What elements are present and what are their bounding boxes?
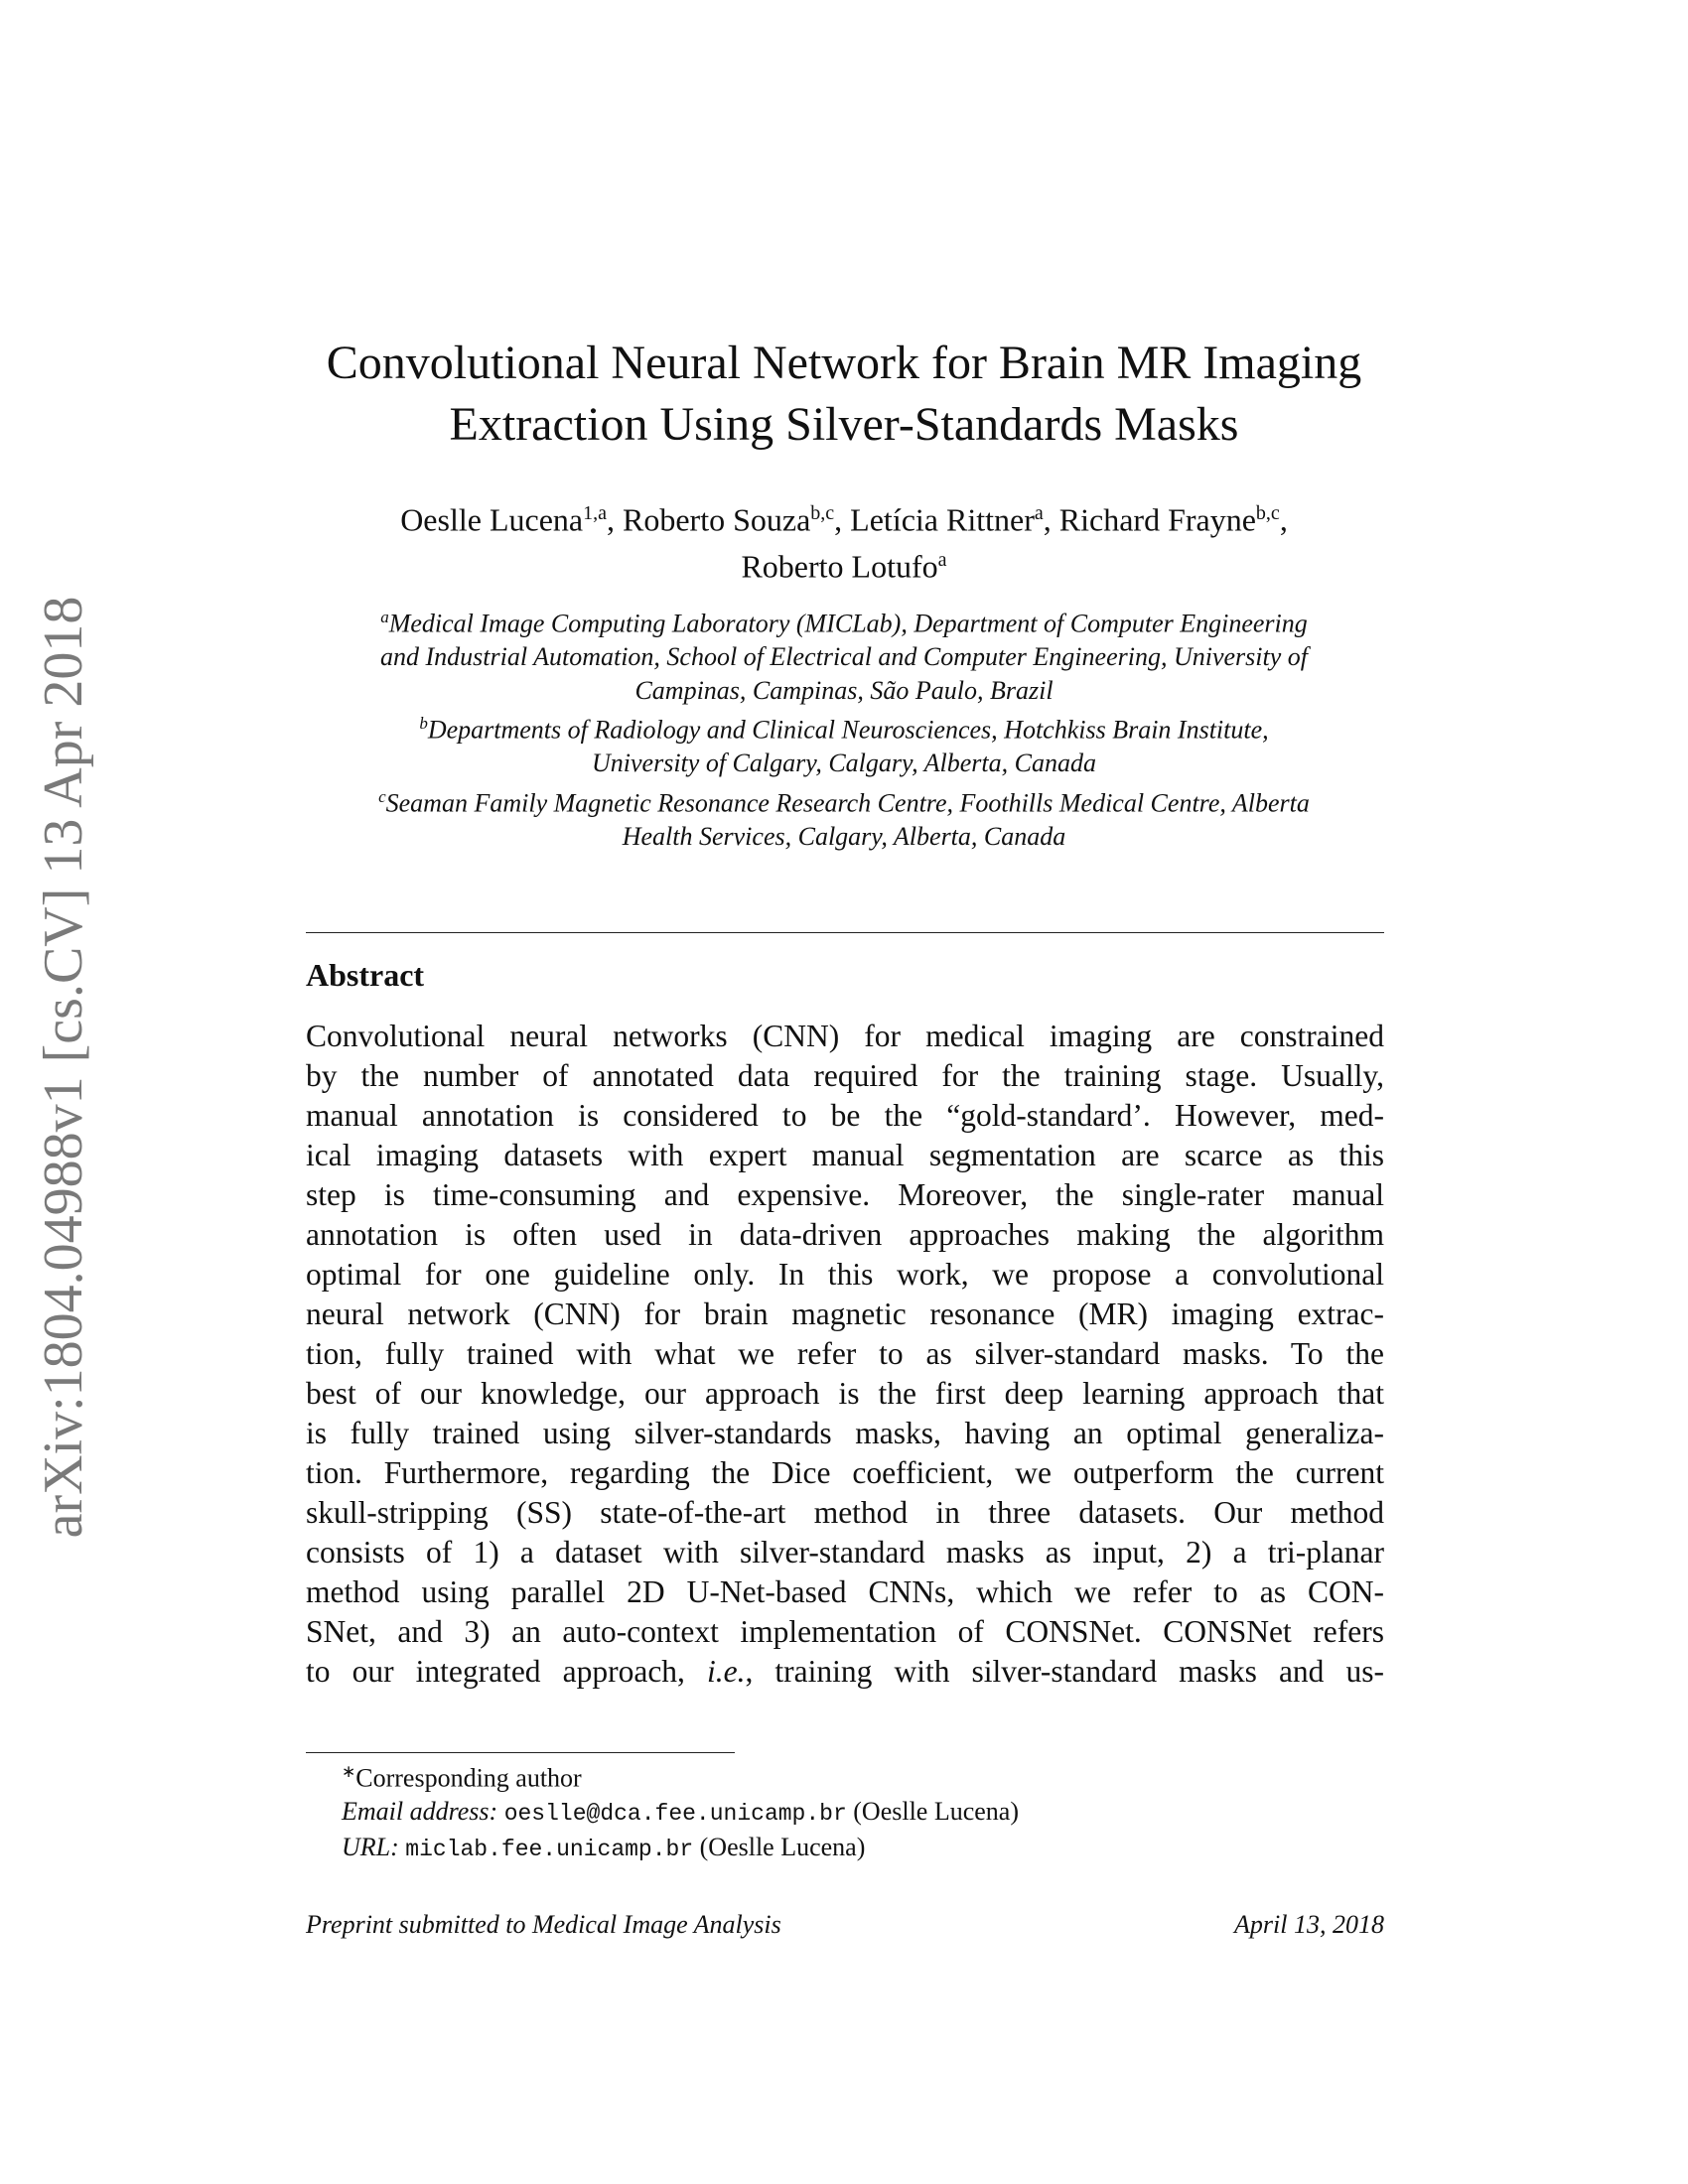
abstract-line: skull-stripping (SS) state-of-the-art method in three datasets. Our method bbox=[306, 1495, 1384, 1530]
url-label: URL: bbox=[342, 1832, 399, 1861]
url-owner: (Oeslle Lucena) bbox=[699, 1832, 866, 1861]
section-divider bbox=[306, 932, 1384, 933]
author-list bbox=[303, 493, 1385, 586]
abstract-line: Convolutional neural networks (CNN) for medical imaging are constrained bbox=[306, 1019, 1384, 1053]
abstract-line: manual annotation is considered to be the “gold-standard’. However, med- bbox=[306, 1098, 1384, 1133]
ie-abbreviation: i.e. bbox=[707, 1654, 746, 1689]
email-owner: (Oeslle Lucena) bbox=[853, 1796, 1020, 1826]
abstract-line: best of our knowledge, our approach is the first deep learning approach that bbox=[306, 1376, 1384, 1411]
affiliation-line bbox=[303, 747, 1385, 780]
author-separator: , bbox=[1043, 501, 1059, 538]
affiliation-text: Departments of Radiology and Clinical Neurosciences, Hotchkiss Brain Institute, bbox=[427, 715, 1269, 745]
submission-date: April 13, 2018 bbox=[1234, 1910, 1384, 1939]
author-affil-marker: a bbox=[937, 548, 947, 571]
footnotes bbox=[306, 1755, 1384, 1866]
affiliation-marker: b bbox=[419, 714, 428, 734]
paper-title bbox=[303, 333, 1385, 456]
affiliation-line bbox=[303, 707, 1385, 747]
footnote-text: Corresponding author bbox=[355, 1763, 582, 1793]
email-note bbox=[306, 1795, 1384, 1831]
affiliation-text: Medical Image Computing Laboratory (MICLab), Department of Computer Engineering bbox=[388, 609, 1308, 638]
author-affil-marker: 1,a bbox=[583, 502, 607, 524]
affiliation-text: and Industrial Automation, School of Electrical and Computer Engineering, University of bbox=[380, 642, 1308, 672]
arxiv-identifier: arXiv:1804.04988v1 [cs.CV] 13 Apr 2018 bbox=[33, 596, 94, 1539]
preprint-note: Preprint submitted to Medical Image Analysis bbox=[306, 1910, 781, 1939]
abstract-line: is fully trained using silver-standards masks, having an optimal generaliza- bbox=[306, 1416, 1384, 1450]
title-line: Extraction Using Silver-Standards Masks bbox=[449, 398, 1239, 451]
author-name: Richard Frayne bbox=[1058, 501, 1256, 538]
abstract-line: neural network (CNN) for brain magnetic resonance (MR) imaging extrac- bbox=[306, 1297, 1384, 1331]
url-link[interactable]: miclab.fee.unicamp.br bbox=[405, 1836, 694, 1862]
affiliation-line bbox=[303, 780, 1385, 820]
abstract-line: tion, fully trained with what we refer to as silver-standard masks. To the bbox=[306, 1336, 1384, 1371]
abstract-line: optimal for one guideline only. In this work, we propose a convolutional bbox=[306, 1257, 1384, 1292]
author-affil-marker: b,c bbox=[810, 502, 835, 524]
email-label: Email address: bbox=[342, 1796, 498, 1826]
abstract-heading: Abstract bbox=[306, 957, 425, 993]
author-affil-marker: b,c bbox=[1255, 502, 1280, 524]
abstract-line: ical imaging datasets with expert manual segmentation are scarce as this bbox=[306, 1138, 1384, 1172]
affiliation-marker: c bbox=[378, 786, 386, 806]
affiliation-marker: a bbox=[380, 608, 389, 626]
corresponding-author-note bbox=[306, 1755, 1384, 1795]
affiliation-line bbox=[303, 674, 1385, 708]
abstract-line: SNet, and 3) an auto-context implementation of CONSNet. CONSNet refers bbox=[306, 1614, 1384, 1649]
author-name: Oeslle Lucena bbox=[400, 501, 584, 538]
abstract-line: consists of 1) a dataset with silver-standard masks as input, 2) a tri-planar bbox=[306, 1535, 1384, 1570]
author-separator: , bbox=[1279, 501, 1288, 538]
abstract-body bbox=[306, 1017, 1384, 1692]
abstract-line: tion. Furthermore, regarding the Dice coefficient, we outperform the current bbox=[306, 1455, 1384, 1490]
abstract-line: by the number of annotated data required for the training stage. Usually, bbox=[306, 1058, 1384, 1093]
author-name: Roberto Lotufo bbox=[741, 548, 938, 585]
abstract-line: step is time-consuming and expensive. Moreover, the single-rater manual bbox=[306, 1177, 1384, 1212]
affiliation-list bbox=[303, 601, 1385, 853]
author-line bbox=[303, 540, 1385, 587]
affiliation-line bbox=[303, 640, 1385, 674]
author-name: Letícia Rittner bbox=[850, 501, 1035, 538]
affiliation-text: Campinas, Campinas, São Paulo, Brazil bbox=[634, 675, 1054, 705]
author-separator: , bbox=[606, 501, 623, 538]
affiliation-text: Health Services, Calgary, Alberta, Canada bbox=[622, 821, 1066, 851]
abstract-line: to our integrated approach, i.e., training with silver-standard masks and us- bbox=[306, 1654, 1384, 1689]
affiliation-line bbox=[303, 601, 1385, 640]
author-line bbox=[303, 493, 1385, 540]
title-line: Convolutional Neural Network for Brain MR Imaging bbox=[326, 337, 1362, 389]
affiliation-text: Seaman Family Magnetic Resonance Research Centre, Foothills Medical Centre, Alberta bbox=[385, 788, 1310, 818]
url-note bbox=[306, 1831, 1384, 1866]
affiliation-text: University of Calgary, Calgary, Alberta, Canada bbox=[592, 749, 1096, 778]
abstract-line: method using parallel 2D U-Net-based CNNs, which we refer to as CON- bbox=[306, 1574, 1384, 1609]
footnote-divider bbox=[306, 1752, 735, 1753]
author-affil-marker: a bbox=[1034, 502, 1044, 524]
affiliation-line bbox=[303, 820, 1385, 854]
footnote-marker: ∗ bbox=[342, 1762, 356, 1781]
arxiv-identifier-stamp bbox=[28, 571, 99, 1564]
email-address-link[interactable]: oeslle@dca.fee.unicamp.br bbox=[503, 1800, 847, 1827]
abstract-line: annotation is often used in data-driven approaches making the algorithm bbox=[306, 1217, 1384, 1252]
author-separator: , bbox=[834, 501, 851, 538]
author-name: Roberto Souza bbox=[622, 501, 811, 538]
